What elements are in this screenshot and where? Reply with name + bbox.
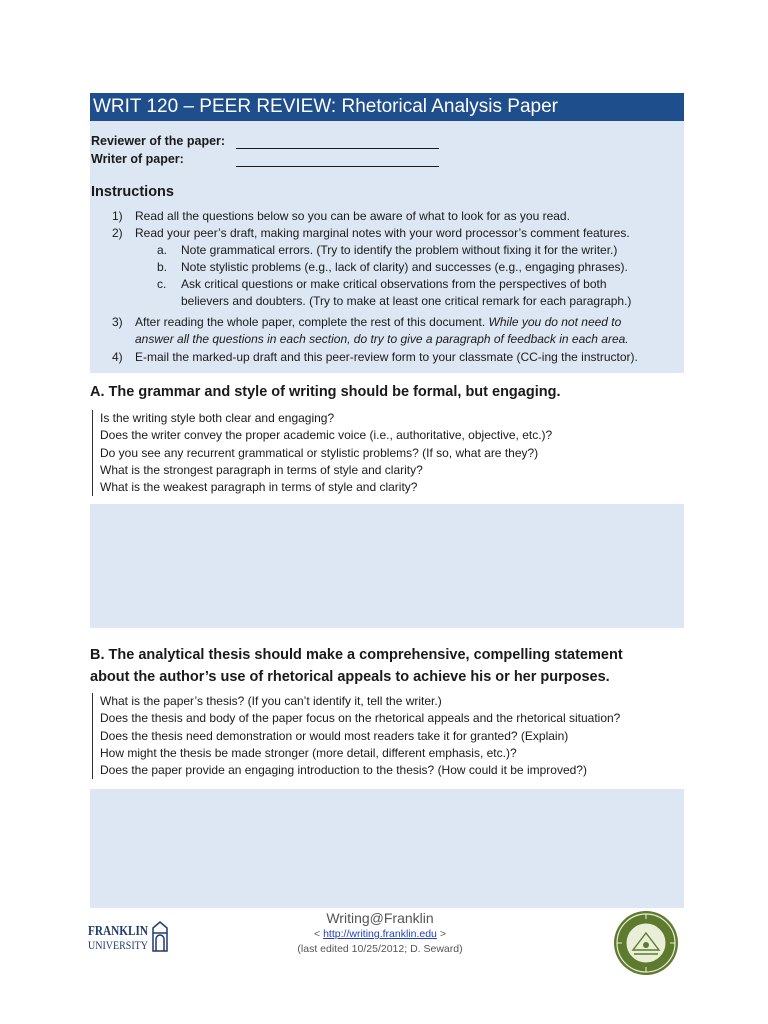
reviewer-label: Reviewer of the paper: <box>91 134 226 148</box>
item-letter: a. <box>157 243 168 257</box>
section-a-questions <box>92 410 552 496</box>
question: Is the writing style both clear and engaging? <box>100 411 335 425</box>
url-open-bracket: < <box>314 928 321 940</box>
footer-brand: Writing@Franklin <box>326 910 434 926</box>
item-number: 2) <box>112 226 123 240</box>
question: What is the strongest paragraph in terms of style and clarity? <box>100 462 423 477</box>
writer-field[interactable] <box>236 154 439 167</box>
item-text: Note grammatical errors. (Try to identify the problem without fixing it for the writer.) <box>181 243 618 257</box>
footer-info <box>240 909 520 957</box>
item-text: E-mail the marked-up draft and this peer-review form to your classmate (CC-ing the instructor). <box>135 350 638 364</box>
section-b-answer-box[interactable] <box>90 789 684 908</box>
university-seal <box>613 910 679 976</box>
item-italic-text: While you do not need to <box>488 315 622 329</box>
url-close-bracket: > <box>439 928 446 940</box>
svg-text:FRANKLIN: FRANKLIN <box>88 923 149 938</box>
item-italic-text: answer all the questions in each section, do try to give a paragraph of feedback in each area. <box>135 332 629 346</box>
question: Does the paper provide an engaging introduction to the thesis? (How could it be improved?) <box>100 763 587 778</box>
section-b-heading-line2: about the author’s use of rhetorical appeals to achieve his or her purposes. <box>90 669 610 685</box>
footer-url-link[interactable]: http://writing.franklin.edu <box>323 928 437 940</box>
page-title: WRIT 120 – PEER REVIEW: Rhetorical Analysis Paper <box>90 93 684 121</box>
item-text: After reading the whole paper, complete the rest of this document. <box>135 315 486 329</box>
section-b-heading-line1: B. The analytical thesis should make a comprehensive, compelling statement <box>90 647 623 663</box>
question: Does the writer convey the proper academic voice (i.e., authoritative, objective, etc.)? <box>100 428 553 443</box>
section-a-answer-box[interactable] <box>90 504 684 628</box>
footer-edit-note: (last edited 10/25/2012; D. Seward) <box>297 943 463 955</box>
item-text: believers and doubters. (Try to make at least one critical remark for each paragraph.) <box>181 294 632 308</box>
item-letter: c. <box>157 277 167 291</box>
section-b-heading <box>90 644 623 688</box>
footer-link-row <box>240 927 520 942</box>
item-letter: b. <box>157 260 168 274</box>
item-text: Note stylistic problems (e.g., lack of clarity) and successes (e.g., engaging phrases). <box>181 260 628 274</box>
question: What is the paper’s thesis? (If you can’t identify it, tell the writer.) <box>100 694 442 708</box>
item-text: Read all the questions below so you can be aware of what to look for as you read. <box>135 209 570 223</box>
writer-label: Writer of paper: <box>91 152 184 166</box>
question: Does the thesis and body of the paper focus on the rhetorical appeals and the rhetorical situation? <box>100 711 621 726</box>
item-number: 1) <box>112 209 123 223</box>
reviewer-field[interactable] <box>236 136 439 149</box>
instructions-panel <box>90 121 684 373</box>
question: What is the weakest paragraph in terms of style and clarity? <box>100 480 418 495</box>
item-text: Ask critical questions or make critical observations from the perspectives of both <box>181 277 607 291</box>
section-b-questions <box>92 693 620 779</box>
item-text: Read your peer’s draft, making marginal notes with your word processor’s comment features. <box>135 226 630 240</box>
svg-text:UNIVERSITY: UNIVERSITY <box>88 938 149 952</box>
question: How might the thesis be made stronger (more detail, different emphasis, etc.)? <box>100 745 517 760</box>
question: Does the thesis need demonstration or would most readers take it for granted? (Explain) <box>100 728 569 743</box>
item-number: 4) <box>112 350 123 364</box>
section-a-heading: A. The grammar and style of writing should be formal, but engaging. <box>90 384 561 400</box>
question: Do you see any recurrent grammatical or stylistic problems? (If so, what are they?) <box>100 445 539 460</box>
franklin-university-logo <box>88 918 172 954</box>
instructions-heading: Instructions <box>91 184 174 200</box>
item-number: 3) <box>112 315 123 329</box>
